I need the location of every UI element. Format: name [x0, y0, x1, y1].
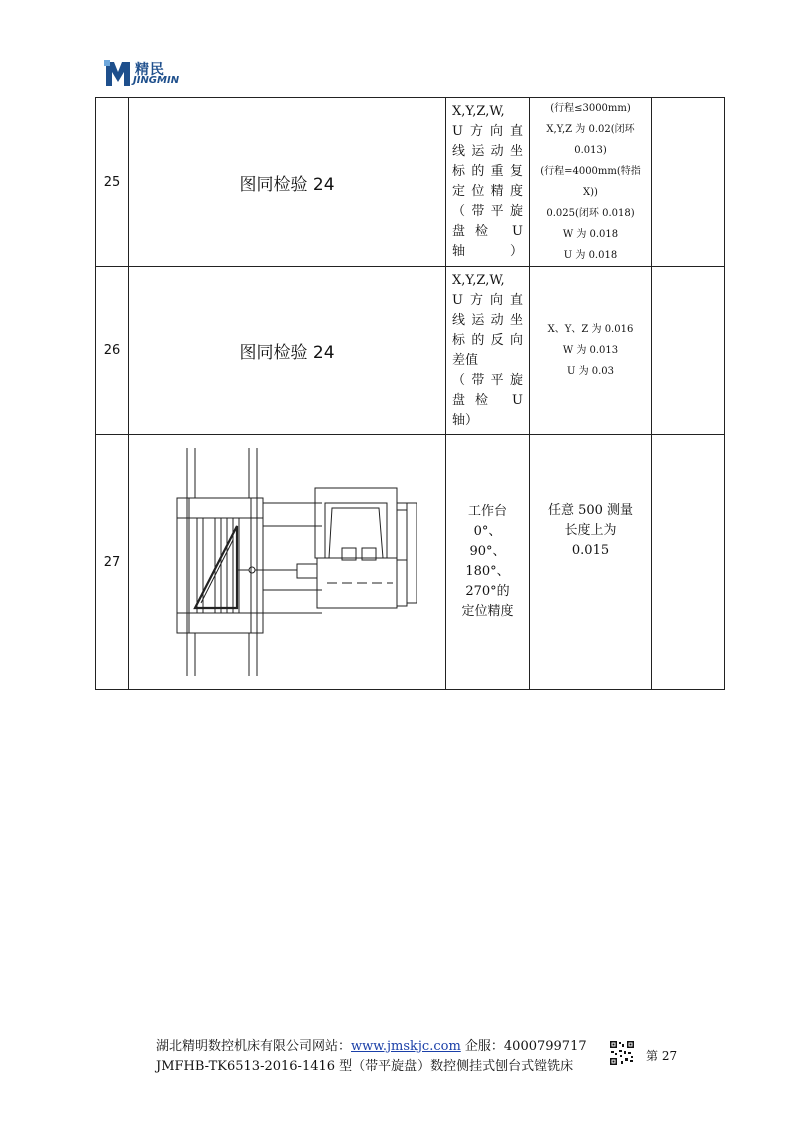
inspection-item-cell — [446, 435, 530, 690]
item-line: 轴） — [452, 244, 523, 259]
tolerance-cell — [530, 267, 652, 435]
item-line: 0°、 — [473, 524, 502, 539]
item-line: 180°、 — [465, 564, 510, 579]
tolerance-line: 0.025(闭环 0.018) — [546, 208, 635, 219]
item-line: （带平旋 — [452, 204, 523, 219]
company-logo — [104, 58, 204, 92]
item-line: 定位精度 — [452, 184, 523, 199]
item-line: U方向直 — [452, 292, 523, 308]
row-number: 25 — [96, 98, 129, 267]
item-line: 标的反向 — [452, 332, 523, 348]
tolerance-cell — [530, 435, 652, 690]
tolerance-line: X、Y、Z 为 0.016 — [547, 324, 634, 335]
tolerance-line: X,Y,Z 为 0.02(闭环 — [546, 124, 635, 135]
item-line: 线运动坐 — [452, 312, 523, 328]
table-row — [96, 98, 725, 267]
item-line: 线运动坐 — [452, 144, 523, 159]
tolerance-cell — [530, 98, 652, 267]
item-line: 差值 — [452, 352, 479, 368]
item-line: 270°的 — [465, 584, 510, 599]
row-number: 27 — [96, 435, 129, 690]
tolerance-line: (行程=4000mm(特指 — [540, 166, 641, 177]
item-line: 90°、 — [469, 544, 506, 559]
page-number: 第 27 — [646, 1049, 678, 1063]
item-line: 标的重复 — [452, 164, 523, 179]
tolerance-line: 0.013) — [574, 145, 607, 156]
logo-mark-icon — [104, 58, 132, 88]
footer-hotline: 企服：4000799717 — [460, 1039, 587, 1054]
tolerance-line: (行程≤3000mm) — [550, 103, 631, 114]
tolerance-line: W 为 0.013 — [562, 345, 619, 356]
remarks-cell — [652, 98, 725, 267]
footer-company-line — [156, 1035, 587, 1054]
item-line: X,Y,Z,W, — [452, 104, 505, 119]
inspection-item-cell — [446, 267, 530, 435]
tolerance-line: W 为 0.018 — [562, 229, 619, 240]
inspection-item-cell — [446, 98, 530, 267]
item-line: U方向直 — [452, 124, 523, 139]
tolerance-line: U 为 0.018 — [563, 250, 618, 261]
tolerance-line: U 为 0.03 — [566, 366, 615, 377]
logo-chinese-text: 精民 — [135, 62, 165, 78]
rotary-table-diagram — [157, 448, 417, 676]
tolerance-line: X)) — [583, 187, 598, 198]
item-line: 轴） — [452, 412, 479, 428]
item-line: 盘检 U — [452, 392, 523, 408]
remarks-cell — [652, 435, 725, 690]
item-line: （带平旋 — [452, 372, 523, 388]
tolerance-line: 0.015 — [571, 543, 610, 558]
table-row — [96, 435, 725, 690]
tolerance-line: 长度上为 — [564, 523, 617, 538]
footer-model-line: JMFHB-TK6513-2016-1416 型（带平旋盘）数控侧挂式刨台式镗铣床 — [156, 1059, 574, 1074]
figure-cell — [129, 435, 446, 690]
item-line: 工作台 — [467, 504, 507, 519]
table-row — [96, 267, 725, 435]
inspection-table — [95, 97, 725, 690]
remarks-cell — [652, 267, 725, 435]
footer-company: 湖北精明数控机床有限公司网站： — [156, 1039, 352, 1054]
item-line: 定位精度 — [461, 604, 514, 619]
footer-website-link[interactable]: www.jmskjc.com — [351, 1039, 461, 1054]
row-number: 26 — [96, 267, 129, 435]
item-line: X,Y,Z,W, — [452, 272, 505, 288]
figure-cell: 图同检验 24 — [129, 98, 446, 267]
item-line: 盘检 U — [452, 224, 523, 239]
figure-cell: 图同检验 24 — [129, 267, 446, 435]
logo-english-text: JINGMIN — [133, 75, 180, 86]
qr-code-icon — [609, 1040, 635, 1066]
tolerance-line: 任意 500 测量 — [547, 503, 634, 518]
